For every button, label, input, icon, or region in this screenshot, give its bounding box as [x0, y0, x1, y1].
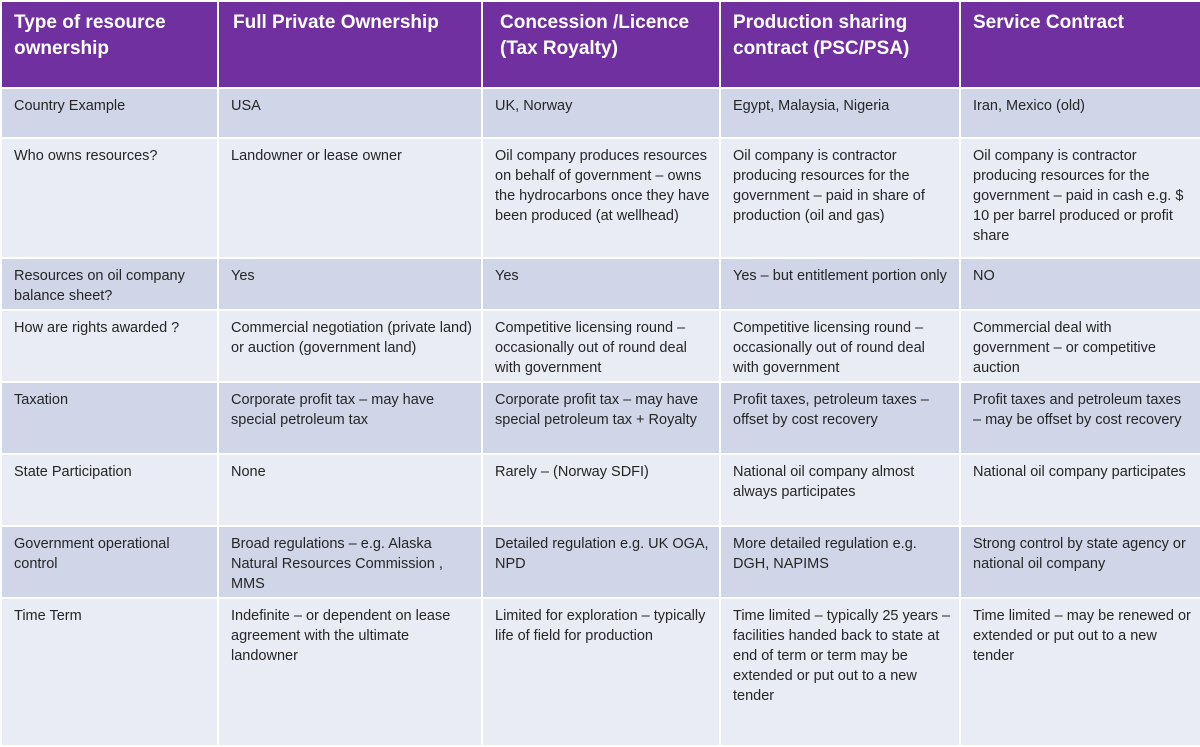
- cell-service: Time limited – may be renewed or extended or put out to a new tender: [960, 598, 1200, 746]
- cell-psc: Egypt, Malaysia, Nigeria: [720, 88, 960, 138]
- cell-private: Yes: [218, 258, 482, 310]
- cell-concession: Competitive licensing round – occasionally out of round deal with government: [482, 310, 720, 382]
- cell-psc: Yes – but entitlement portion only: [720, 258, 960, 310]
- cell-service: Oil company is contractor producing resources for the government – paid in cash e.g. $ 10 per barrel produced or profit share: [960, 138, 1200, 258]
- row-label: Resources on oil company balance sheet?: [1, 258, 218, 310]
- table-row: [1, 382, 1200, 454]
- header-full-private-ownership: Full Private Ownership: [218, 1, 482, 88]
- cell-private: Broad regulations – e.g. Alaska Natural Resources Commission , MMS: [218, 526, 482, 598]
- cell-concession: Yes: [482, 258, 720, 310]
- table-row: [1, 138, 1200, 258]
- row-label: How are rights awarded ?: [1, 310, 218, 382]
- row-label: Country Example: [1, 88, 218, 138]
- cell-service: Commercial deal with government – or competitive auction: [960, 310, 1200, 382]
- cell-service: Iran, Mexico (old): [960, 88, 1200, 138]
- cell-service: National oil company participates: [960, 454, 1200, 526]
- table-row: [1, 454, 1200, 526]
- header-service-contract: Service Contract: [960, 1, 1200, 88]
- row-label: Taxation: [1, 382, 218, 454]
- cell-concession: Limited for exploration – typically life of field for production: [482, 598, 720, 746]
- cell-private: Corporate profit tax – may have special petroleum tax: [218, 382, 482, 454]
- row-label: Time Term: [1, 598, 218, 746]
- header-production-sharing-contract: Production sharing contract (PSC/PSA): [720, 1, 960, 88]
- row-label: State Participation: [1, 454, 218, 526]
- cell-private: Commercial negotiation (private land) or auction (government land): [218, 310, 482, 382]
- cell-psc: National oil company almost always participates: [720, 454, 960, 526]
- table-row: [1, 258, 1200, 310]
- cell-service: NO: [960, 258, 1200, 310]
- cell-concession: UK, Norway: [482, 88, 720, 138]
- cell-concession: Oil company produces resources on behalf of government – owns the hydrocarbons once they have been produced (at wellhead): [482, 138, 720, 258]
- cell-concession: Corporate profit tax – may have special petroleum tax + Royalty: [482, 382, 720, 454]
- header-concession-licence: Concession /Licence (Tax Royalty): [482, 1, 720, 88]
- table-row: [1, 526, 1200, 598]
- table-row: [1, 88, 1200, 138]
- cell-concession: Detailed regulation e.g. UK OGA, NPD: [482, 526, 720, 598]
- table-row: [1, 598, 1200, 746]
- row-label: Government operational control: [1, 526, 218, 598]
- cell-private: USA: [218, 88, 482, 138]
- cell-psc: Time limited – typically 25 years – facilities handed back to state at end of term or term may be extended or put out to a new tender: [720, 598, 960, 746]
- cell-psc: Competitive licensing round – occasionally out of round deal with government: [720, 310, 960, 382]
- row-label: Who owns resources?: [1, 138, 218, 258]
- cell-concession: Rarely – (Norway SDFI): [482, 454, 720, 526]
- cell-private: Landowner or lease owner: [218, 138, 482, 258]
- cell-private: None: [218, 454, 482, 526]
- table-row: [1, 310, 1200, 382]
- cell-psc: Profit taxes, petroleum taxes – offset by cost recovery: [720, 382, 960, 454]
- header-type-of-ownership: Type of resource ownership: [1, 1, 218, 88]
- cell-service: Profit taxes and petroleum taxes – may be offset by cost recovery: [960, 382, 1200, 454]
- table-header-row: [1, 1, 1200, 88]
- cell-private: Indefinite – or dependent on lease agreement with the ultimate landowner: [218, 598, 482, 746]
- cell-psc: More detailed regulation e.g. DGH, NAPIMS: [720, 526, 960, 598]
- cell-psc: Oil company is contractor producing resources for the government – paid in share of production (oil and gas): [720, 138, 960, 258]
- cell-service: Strong control by state agency or national oil company: [960, 526, 1200, 598]
